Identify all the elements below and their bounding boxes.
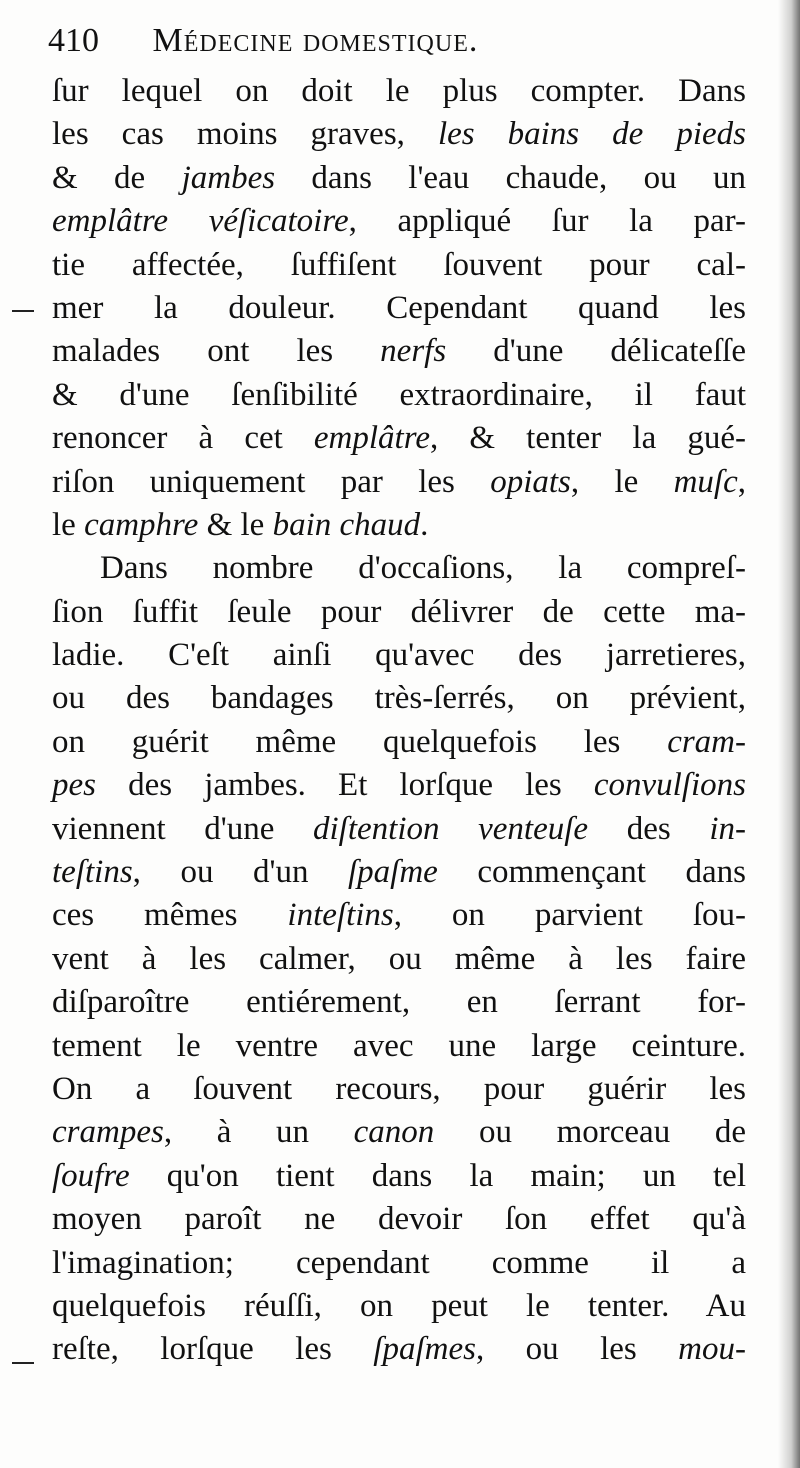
page-gutter-shadow	[778, 0, 800, 1468]
text-run: reſte, lorſque les	[52, 1331, 374, 1368]
text-run: , & tenter la gué-	[430, 420, 746, 457]
text-line	[52, 1198, 746, 1241]
text-run: des	[588, 810, 710, 847]
text-run: & le	[198, 506, 273, 543]
text-line	[52, 200, 746, 243]
text-run: vent à les calmer, ou même à les faire	[52, 940, 746, 977]
text-run: , appliqué ſur la par-	[348, 203, 746, 240]
text-line	[52, 547, 746, 590]
text-line	[52, 417, 746, 460]
text-line	[52, 981, 746, 1024]
text-line	[52, 374, 746, 417]
italic-run: ſpaſmes	[373, 1331, 476, 1368]
text-run: & d'une ſenſibilité extraordinaire, il faut	[52, 376, 746, 413]
text-run: & de	[52, 159, 182, 196]
text-line	[52, 1285, 746, 1328]
text-run: malades ont les	[52, 333, 381, 370]
text-line	[52, 808, 746, 851]
italic-run: ſoufre	[52, 1157, 130, 1194]
text-line	[52, 287, 746, 330]
text-line	[52, 330, 746, 373]
text-run: On a ſouvent recours, pour guérir les	[52, 1070, 746, 1107]
text-run: ,	[737, 463, 746, 500]
text-run: ces mêmes	[52, 897, 288, 934]
text-line	[52, 851, 746, 894]
italic-run: canon	[353, 1114, 435, 1151]
italic-run: crampes	[52, 1114, 164, 1151]
text-run: tement le ventre avec une large ceinture.	[52, 1027, 746, 1064]
text-line	[52, 157, 746, 200]
italic-run: opiats	[490, 463, 571, 500]
text-run: dans l'eau chaude, ou un	[275, 159, 746, 196]
text-line	[52, 764, 746, 807]
text-run: qu'on tient dans la main; un tel	[129, 1157, 746, 1194]
text-run: commençant dans	[437, 854, 746, 891]
paragraph	[52, 70, 746, 547]
margin-mark	[12, 1362, 34, 1364]
text-run: mer la douleur. Cependant quand les	[52, 289, 746, 326]
text-line	[52, 504, 746, 547]
margin-mark	[12, 310, 34, 312]
paragraph	[52, 547, 746, 1371]
text-run: ſion ſuffit ſeule pour délivrer de cette ma-	[52, 593, 746, 630]
text-run: moyen paroît ne devoir ſon effet qu'à	[52, 1201, 746, 1238]
italic-run: cram-	[667, 723, 746, 760]
text-run: d'une délicateſſe	[446, 333, 746, 370]
text-line	[52, 1155, 746, 1198]
text-run: on guérit même quelquefois les	[52, 723, 668, 760]
italic-run: pes	[52, 767, 96, 804]
italic-run: nerfs	[380, 333, 447, 370]
text-run: renoncer à cet	[52, 420, 314, 457]
text-run: Dans nombre d'occaſions, la compreſ-	[100, 550, 746, 587]
text-line	[52, 894, 746, 937]
text-line	[52, 70, 746, 113]
text-line	[52, 1025, 746, 1068]
italic-run: convulſions	[593, 767, 746, 804]
page-header	[48, 14, 748, 68]
text-line	[52, 677, 746, 720]
text-line	[52, 1068, 746, 1111]
text-line	[52, 634, 746, 677]
text-run: , ou d'un	[132, 854, 348, 891]
italic-run: camphre	[84, 506, 199, 543]
italic-run: mou-	[678, 1331, 746, 1368]
text-run: les cas moins graves,	[52, 116, 438, 153]
text-run: , à un	[163, 1114, 354, 1151]
text-run: viennent d'une	[52, 810, 313, 847]
text-run: l'imagination; cependant comme il a	[52, 1244, 746, 1281]
italic-run: muſc	[673, 463, 738, 500]
text-run: , on parvient ſou-	[393, 897, 747, 934]
text-run: .	[420, 506, 429, 543]
text-line	[52, 1328, 746, 1371]
italic-run: ſpaſme	[348, 854, 438, 891]
italic-run: in-	[709, 810, 746, 847]
text-run: riſon uniquement par les	[52, 463, 491, 500]
page-number: 410	[48, 22, 99, 59]
text-run: , le	[570, 463, 674, 500]
text-run: quelquefois réuſſi, on peut le tenter. Au	[52, 1287, 746, 1324]
italic-run: teſtins	[52, 854, 133, 891]
text-run: diſparoître entiérement, en ſerrant for-	[52, 984, 746, 1021]
text-run: des jambes. Et lorſque les	[96, 767, 594, 804]
text-line	[52, 1111, 746, 1154]
italic-run: bain chaud	[272, 506, 421, 543]
text-line	[52, 1242, 746, 1285]
italic-run: diſtention venteuſe	[313, 810, 589, 847]
italic-run: inteſtins	[287, 897, 394, 934]
italic-run: jambes	[181, 159, 276, 196]
text-run: ladie. C'eſt ainſi qu'avec des jarretieres,	[52, 637, 746, 674]
italic-run: les bains de pieds	[437, 116, 746, 153]
running-title: Médecine domestique.	[152, 22, 479, 59]
text-line	[52, 938, 746, 981]
text-line	[52, 721, 746, 764]
text-run: ou des bandages très-ſerrés, on prévient,	[52, 680, 746, 717]
text-run: ſur lequel on doit le plus compter. Dans	[52, 73, 746, 109]
text-line	[52, 591, 746, 634]
text-line	[52, 113, 746, 156]
italic-run: emplâtre véſicatoire	[52, 203, 349, 240]
text-run: tie affectée, ſuffiſent ſouvent pour cal-	[52, 246, 746, 283]
body-text	[52, 70, 746, 1372]
italic-run: emplâtre	[313, 420, 430, 457]
text-line	[52, 244, 746, 287]
text-line	[52, 461, 746, 504]
text-run: ou morceau de	[434, 1114, 746, 1151]
text-run: le	[52, 506, 85, 543]
text-run: , ou les	[475, 1331, 679, 1368]
